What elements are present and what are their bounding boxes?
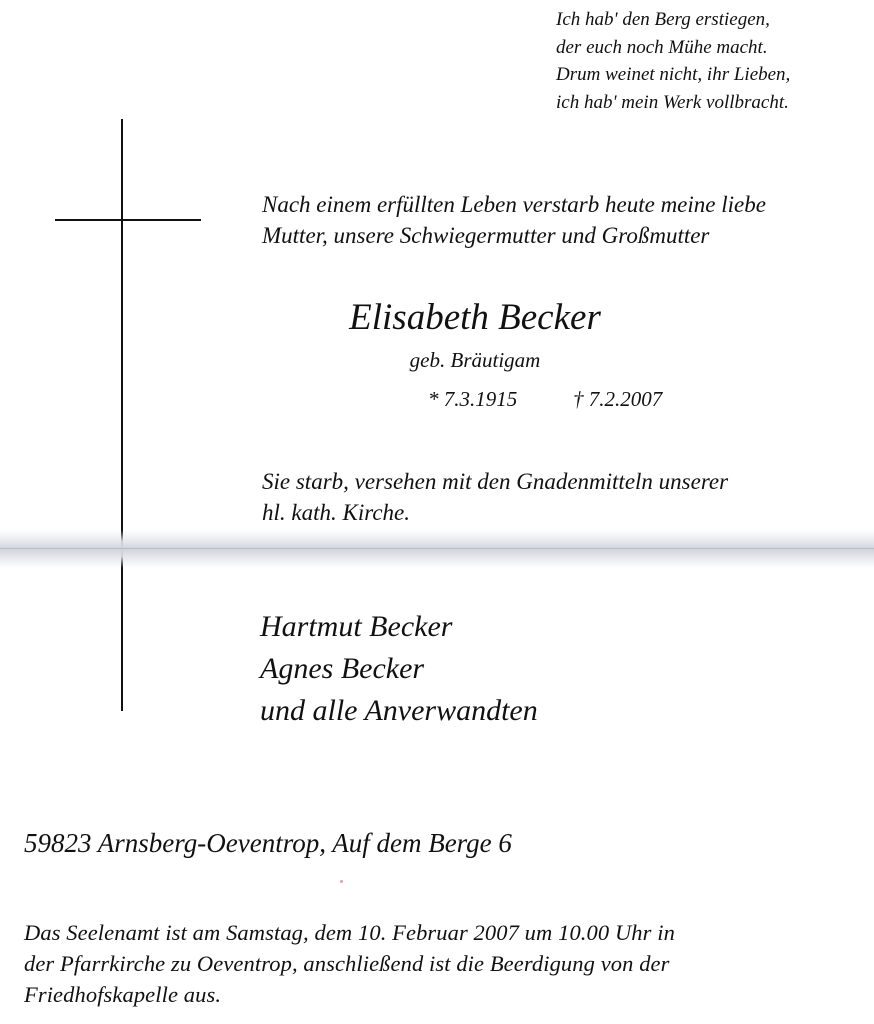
- poem-verse: [556, 6, 866, 116]
- cross-icon-horizontal-bar: [55, 219, 201, 221]
- cross-icon-vertical-bar: [121, 119, 123, 711]
- birth-date: * 7.3.1915: [428, 387, 518, 411]
- mourner-1: Hartmut Becker: [260, 610, 453, 643]
- poem-line-2: der euch noch Mühe macht.: [556, 36, 768, 58]
- service-line-2: der Pfarrkirche zu Oeventrop, anschließend ist die Beerdigung von der: [24, 951, 670, 976]
- intro-line-2: Mutter, unsere Schwiegermutter und Großmutter: [262, 223, 710, 248]
- service-line-1: Das Seelenamt ist am Samstag, dem 10. Februar 2007 um 10.00 Uhr in: [24, 920, 675, 945]
- sacraments-line-1: Sie starb, versehen mit den Gnadenmitteln unserer: [262, 469, 729, 494]
- poem-line-1: Ich hab' den Berg erstiegen,: [556, 9, 770, 30]
- intro-line-1: Nach einem erfüllten Leben verstarb heute meine liebe: [262, 192, 766, 217]
- announcement-intro: [262, 189, 862, 251]
- mourners-list: [260, 606, 820, 732]
- sacraments-line-2: hl. kath. Kirche.: [262, 500, 410, 525]
- service-line-3: Friedhofskapelle aus.: [24, 982, 222, 1007]
- paper-speck: [340, 880, 343, 883]
- mourner-3: und alle Anverwandten: [260, 694, 538, 727]
- poem-line-3: Drum weinet nicht, ihr Lieben,: [556, 64, 791, 85]
- poem-line-4: ich hab' mein Werk vollbracht.: [556, 91, 789, 113]
- death-date: † 7.2.2007: [573, 387, 663, 411]
- sacraments-note: [262, 466, 862, 528]
- maiden-name: geb. Bräutigam: [409, 348, 541, 372]
- family-address: 59823 Arnsberg-Oeventrop, Auf dem Berge 6: [24, 828, 512, 858]
- paper-fold-line: [0, 548, 874, 549]
- funeral-service-info: [24, 917, 850, 1010]
- paper-fold-crease: [0, 530, 874, 568]
- mourner-2: Agnes Becker: [260, 652, 425, 685]
- deceased-name: Elisabeth Becker: [349, 297, 601, 338]
